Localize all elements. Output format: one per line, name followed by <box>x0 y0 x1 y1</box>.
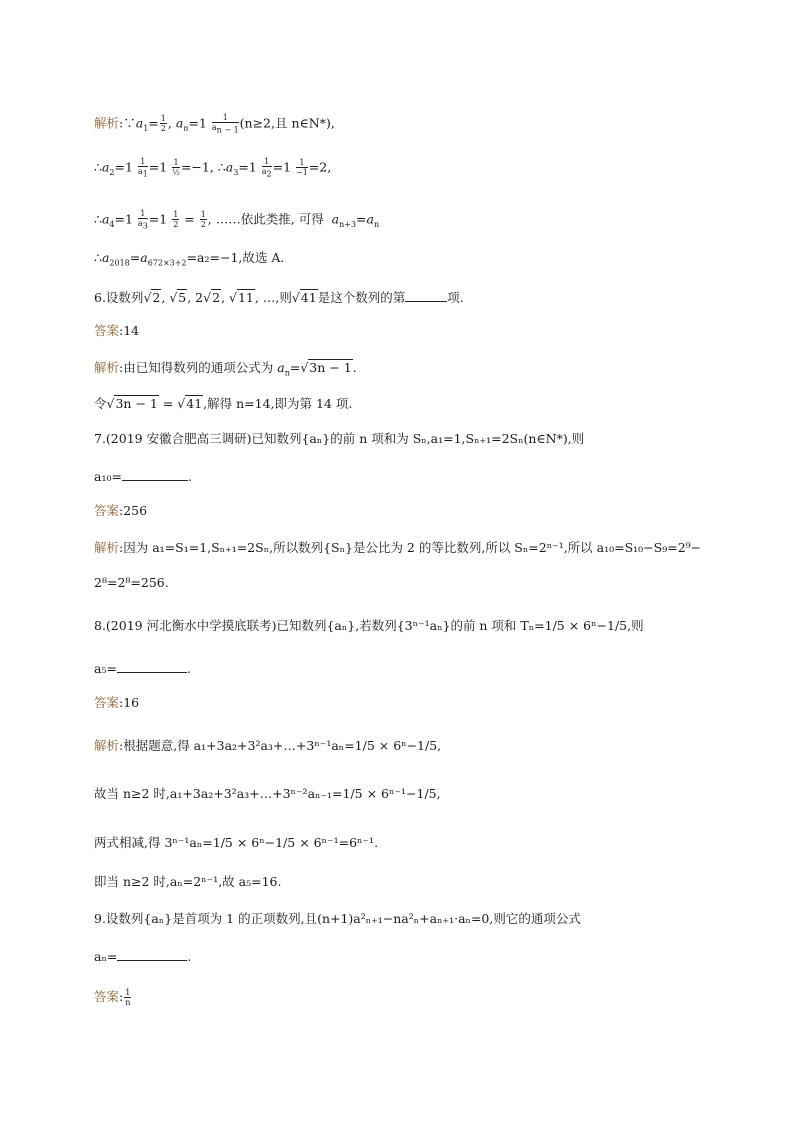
q9-answer: 答案: $\frac{1}{n}$ <box>94 988 131 1007</box>
q5-analysis-line1: 解析$:\because a_1=$ $\frac{1}{2}$ , $a_n=1$ $\frac{1}{a_{n - 1}}$ (n≥2,且 n∈N*), <box>94 113 335 135</box>
q7-analysis-line1: 解析:因为 a₁=S₁=1,Sₙ₊₁=2Sₙ,所以数列{Sₙ}是公比为 2 的等比数列,所以 Sₙ=2ⁿ⁻¹,所以 a₁₀=S₁₀−S₉=2⁹− <box>94 540 702 555</box>
q7-answer-blank[interactable] <box>122 468 188 481</box>
q8-analysis-line3: 两式相减,得 3ⁿ⁻¹aₙ=1/5 × 6ⁿ−1/5 × 6ⁿ⁻¹=6ⁿ⁻¹. <box>94 835 379 850</box>
q6-answer-blank[interactable] <box>405 289 447 302</box>
q9-blank-line: aₙ= . <box>94 949 192 964</box>
analysis-label: 解析 <box>94 115 120 131</box>
q6-answer: 答案:14 <box>94 323 140 338</box>
fraction: $\frac{1}{n}$ <box>125 988 131 1007</box>
q9-stem: 9.设数列{aₙ}是首项为 1 的正项数列,且(n+1)a²ₙ₊₁−na²ₙ+aₙ₊₁·aₙ=0,则它的通项公式 <box>94 911 581 926</box>
q9-answer-blank[interactable] <box>117 948 187 961</box>
fraction: $\frac{1}{a_{n - 1}}$ <box>211 113 239 135</box>
answer-label: 答案 <box>94 323 120 338</box>
q8-analysis-line1: 解析:根据题意,得 a₁+3a₂+3²a₃+…+3ⁿ⁻¹aₙ=1/5 × 6ⁿ−1/5, <box>94 738 442 753</box>
q5-analysis-line3: $\therefore a_4=1$ $\frac{1}{a_3}$ =1 $\frac{1}{2}$ = $\frac{1}{2}$ , ……依此类推, 可得 $a_{n+3}=a_n$ <box>94 209 380 231</box>
q7-blank-line: a₁₀= . <box>94 469 192 484</box>
q5-condition: (n≥2,且 n∈N*), <box>239 115 335 131</box>
q5-analysis-line4: $\therefore a_{2018}=a_{672\times 3+2}=a_2=-1$,故选 A. <box>94 250 285 268</box>
q8-answer: 答案:16 <box>94 695 140 710</box>
q5-analysis-line2: $\therefore a_2=1$ $\frac{1}{a_1}$ =1 $\frac{1}{\text{½}}$ =−1, $\therefore a_3=1$ $\frac{1}{a_2}$ =1 $\frac{1}{-1}$ =2, <box>94 157 332 179</box>
q8-stem: 8.(2019 河北衡水中学摸底联考)已知数列{aₙ},若数列{3ⁿ⁻¹aₙ}的前 n 项和 Tₙ=1/5 × 6ⁿ−1/5,则 <box>94 618 644 633</box>
q6-analysis-line2: 令√3n − 1 = √41,解得 n=14,即为第 14 项. <box>94 396 353 411</box>
q8-analysis-line2: 故当 n≥2 时,a₁+3a₂+3²a₃+…+3ⁿ⁻²aₙ₋₁=1/5 × 6ⁿ⁻¹−1/5, <box>94 786 441 801</box>
q8-blank-line: a₅= . <box>94 661 191 676</box>
q7-stem: 7.(2019 安徽合肥高三调研)已知数列{aₙ}的前 n 项和为 Sₙ,a₁=1,Sₙ₊₁=2Sₙ(n∈N*),则 <box>94 431 585 446</box>
q6-stem: 6.设数列√2, √5, 2√2, √11, …,则√41是这个数列的第 项. <box>94 290 464 305</box>
fraction: $\frac{1}{2}$ <box>160 114 166 134</box>
q7-analysis-line2: 2⁸=2⁸=256. <box>94 575 169 590</box>
q8-analysis-line4: 即当 n≥2 时,aₙ=2ⁿ⁻¹,故 a₅=16. <box>94 874 282 889</box>
q8-answer-blank[interactable] <box>117 660 187 673</box>
q7-answer: 答案:256 <box>94 503 148 518</box>
q6-analysis-line1: 解析:由已知得数列的通项公式为 $a_n=√3n - 1$. <box>94 360 357 378</box>
